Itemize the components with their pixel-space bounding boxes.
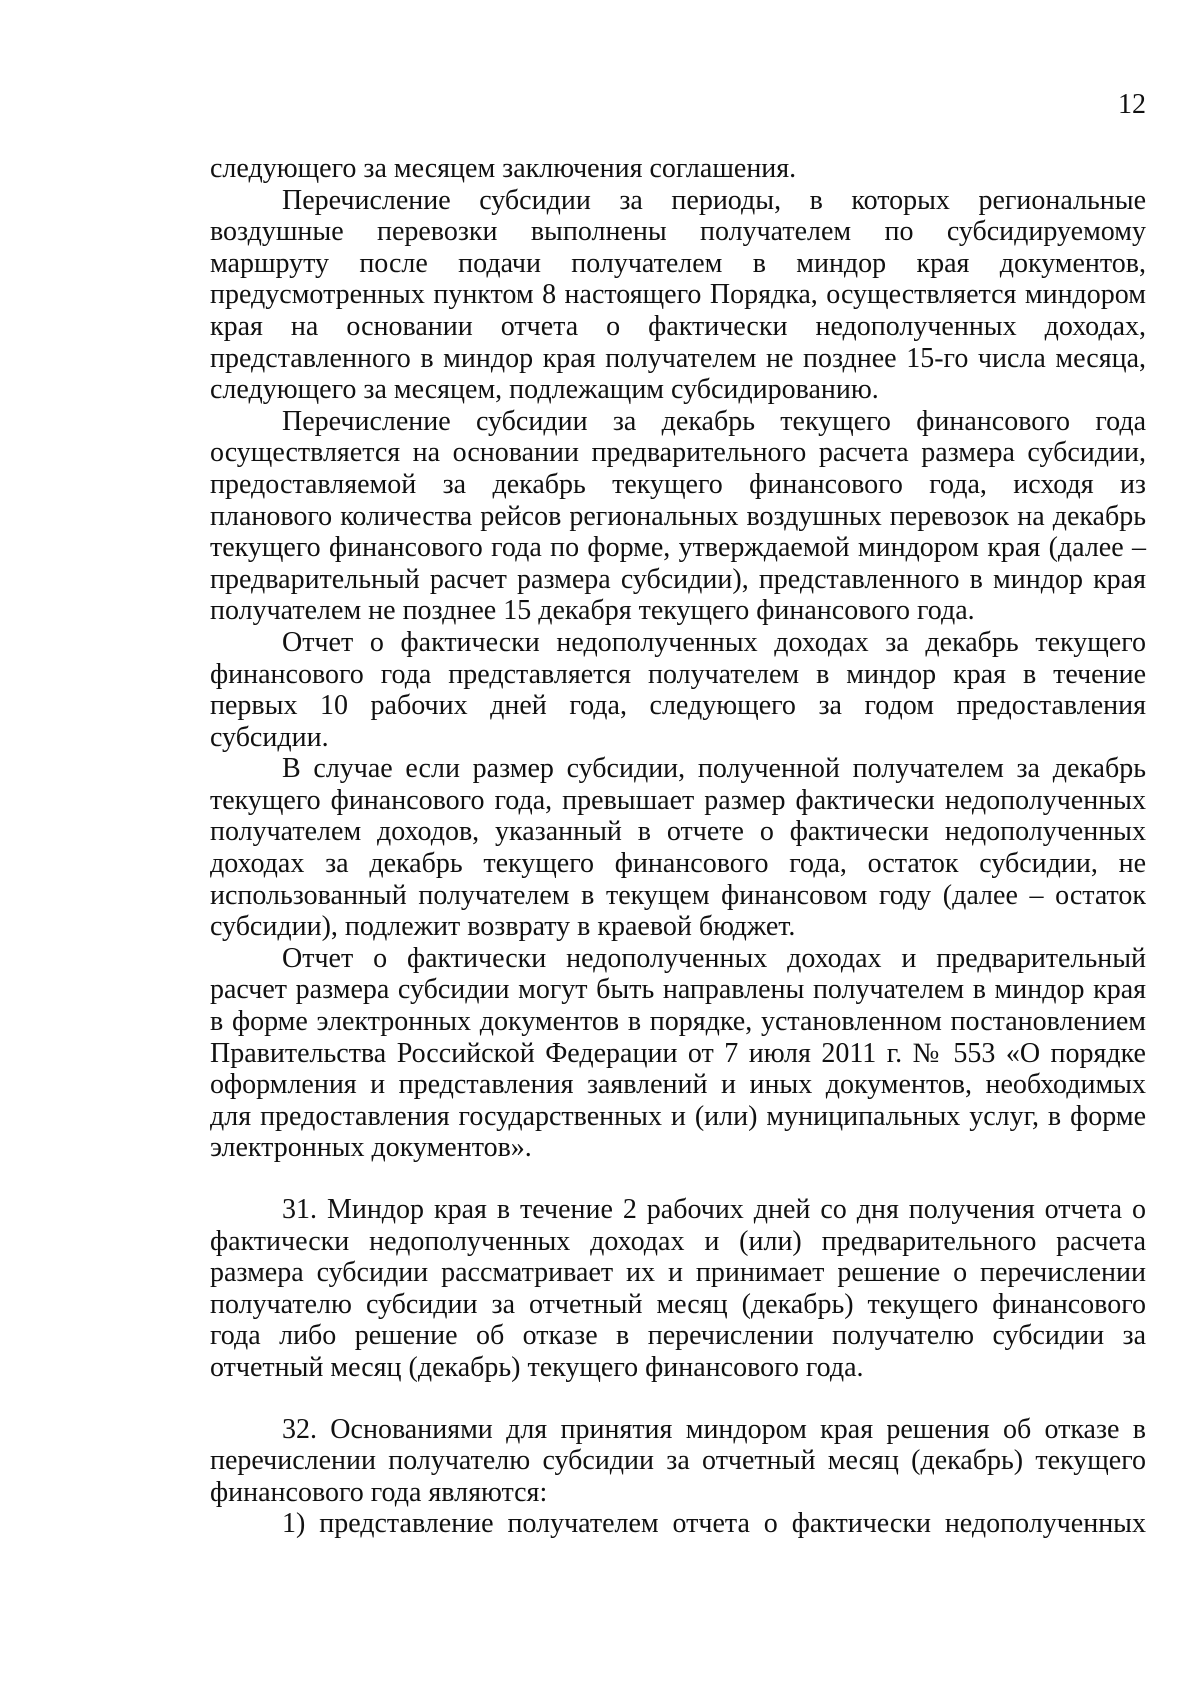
text-line: для предоставления государственных и (или) муниципальных услуг, в форме bbox=[210, 1100, 1146, 1132]
text-line: размера субсидии рассматривает их и принимает решение о перечислении bbox=[210, 1257, 1146, 1289]
text-line: Правительства Российской Федерации от 7 июля 2011 г. № 553 «О порядке bbox=[210, 1037, 1146, 1069]
text-line: субсидии), подлежит возврату в краевой бюджет. bbox=[210, 911, 796, 943]
text-line: расчет размера субсидии могут быть направлены получателем в миндор края bbox=[210, 974, 1146, 1006]
text-line: финансового года представляется получателем в миндор края в течение bbox=[210, 658, 1146, 690]
text-line: следующего за месяцем, подлежащим субсидированию. bbox=[210, 374, 879, 406]
text-line: текущего финансового года по форме, утверждаемой миндором края (далее – bbox=[210, 532, 1146, 564]
document-body bbox=[210, 153, 1146, 1540]
text-line: субсидии. bbox=[210, 721, 329, 753]
text-line: года либо решение об отказе в перечислении получателю субсидии за bbox=[210, 1320, 1146, 1352]
paragraph-continuation bbox=[210, 153, 1146, 185]
text-line: Отчет о фактически недополученных доходах и предварительный bbox=[282, 942, 1146, 974]
paragraph-december-report bbox=[210, 627, 1146, 753]
text-line: планового количества рейсов региональных воздушных перевозок на декабрь bbox=[210, 500, 1146, 532]
text-line: первых 10 рабочих дней года, следующего за годом предоставления bbox=[210, 690, 1146, 722]
text-line: осуществляется на основании предварительного расчета размера субсидии, bbox=[210, 437, 1146, 469]
text-line: получателю субсидии за отчетный месяц (декабрь) текущего финансового bbox=[210, 1288, 1146, 1320]
paragraph-item-31 bbox=[210, 1194, 1146, 1384]
text-line: Перечисление субсидии за периоды, в которых региональные bbox=[282, 184, 1146, 216]
paragraph-electronic-documents bbox=[210, 943, 1146, 1164]
text-line: представленного в миндор края получателем не позднее 15-го числа месяца, bbox=[210, 342, 1146, 374]
text-line: 31. Миндор края в течение 2 рабочих дней со дня получения отчета о bbox=[282, 1194, 1146, 1225]
text-line: маршруту после подачи получателем в миндор края документов, bbox=[210, 247, 1146, 279]
paragraph-subsidy-transfer-periods bbox=[210, 185, 1146, 406]
text-line: предусмотренных пунктом 8 настоящего Порядка, осуществляется миндором bbox=[210, 279, 1146, 311]
text-line: доходах за декабрь текущего финансового года, остаток субсидии, не bbox=[210, 848, 1146, 880]
text-line: текущего финансового года, превышает размер фактически недополученных bbox=[210, 784, 1146, 816]
text-line: получателем не позднее 15 декабря текущего финансового года. bbox=[210, 595, 975, 627]
text-line: Отчет о фактически недополученных доходах за декабрь текущего bbox=[282, 626, 1146, 658]
text-line: предоставляемой за декабрь текущего финансового года, исходя из bbox=[210, 468, 1146, 500]
text-line: отчетный месяц (декабрь) текущего финансового года. bbox=[210, 1351, 864, 1383]
text-line: финансового года являются: bbox=[210, 1476, 548, 1508]
text-line: воздушные перевозки выполнены получателем по субсидируемому bbox=[210, 216, 1146, 248]
text-line: получателем доходов, указанный в отчете о фактически недополученных bbox=[210, 816, 1146, 848]
paragraph-december-transfer bbox=[210, 406, 1146, 627]
text-line: фактически недополученных доходах и (или) предварительного расчета bbox=[210, 1225, 1146, 1257]
text-line: В случае если размер субсидии, полученной получателем за декабрь bbox=[282, 753, 1146, 785]
paragraph-item-32 bbox=[210, 1414, 1146, 1509]
text-line: в форме электронных документов в порядке, установленном постановлением bbox=[210, 1006, 1146, 1038]
text-line: перечислении получателю субсидии за отчетный месяц (декабрь) текущего bbox=[210, 1445, 1146, 1477]
page-number: 12 bbox=[1118, 89, 1146, 120]
text-line: 1) представление получателем отчета о фактически недополученных bbox=[282, 1508, 1146, 1540]
text-line: края на основании отчета о фактически недополученных доходах, bbox=[210, 310, 1146, 342]
text-line: электронных документов». bbox=[210, 1132, 532, 1164]
text-line: Перечисление субсидии за декабрь текущего финансового года bbox=[282, 405, 1146, 437]
text-line: следующего за месяцем заключения соглашения. bbox=[210, 153, 797, 184]
text-line: оформления и представления заявлений и иных документов, необходимых bbox=[210, 1069, 1146, 1101]
paragraph-list-item-1 bbox=[210, 1508, 1146, 1540]
text-line: 32. Основаниями для принятия миндором края решения об отказе в bbox=[282, 1413, 1146, 1445]
text-line: использованный получателем в текущем финансовом году (далее – остаток bbox=[210, 879, 1146, 911]
paragraph-subsidy-remainder bbox=[210, 753, 1146, 943]
text-line: предварительный расчет размера субсидии), представленного в миндор края bbox=[210, 563, 1146, 595]
